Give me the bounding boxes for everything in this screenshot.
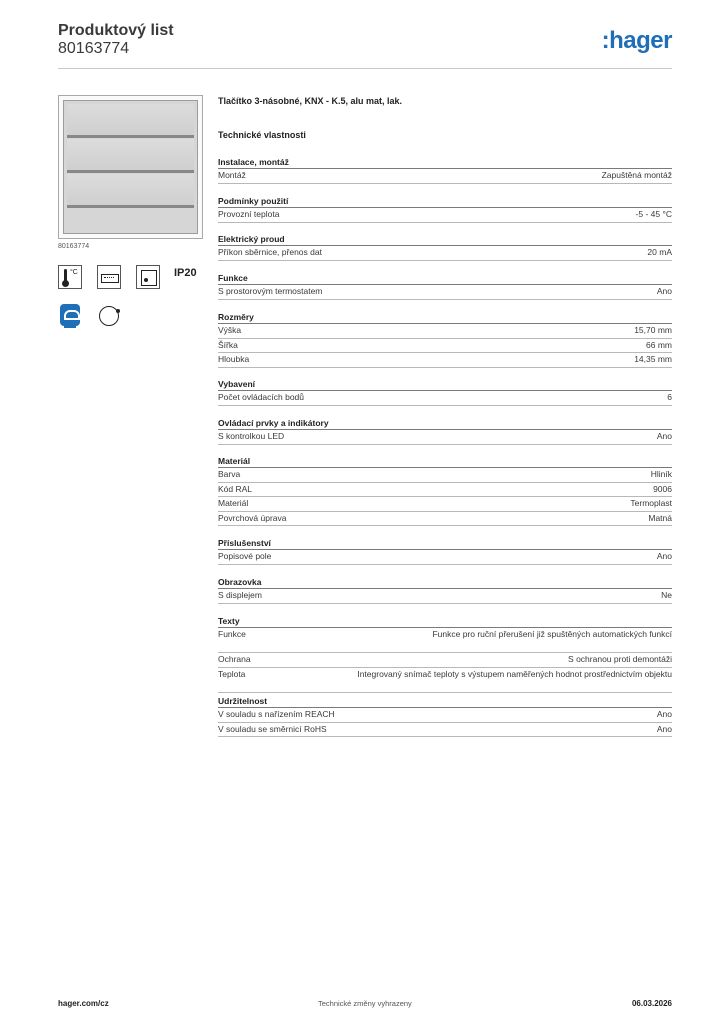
spec-value: 6 <box>667 392 672 402</box>
page-title: Produktový list <box>58 22 174 39</box>
spec-label: Ochrana <box>218 654 251 664</box>
spec-label: Provozní teplota <box>218 209 280 219</box>
ip20-badge: IP20 <box>174 267 197 279</box>
thermometer-icon: °C <box>58 265 82 289</box>
spec-label: Montáž <box>218 170 246 180</box>
spec-value: -5 - 45 °C <box>635 209 672 219</box>
led-icon <box>136 265 160 289</box>
spec-value: 15,70 mm <box>634 325 672 335</box>
spec-label: S displejem <box>218 590 262 600</box>
header-divider <box>58 68 672 69</box>
spec-label: Teplota <box>218 668 246 679</box>
spec-value: 14,35 mm <box>634 354 672 364</box>
spec-value: Zapuštěná montáž <box>601 170 672 180</box>
row-divider <box>218 603 672 604</box>
section-title: Vybavení <box>218 379 256 389</box>
row-divider <box>218 496 672 497</box>
row-divider <box>218 722 672 723</box>
section-divider <box>218 549 672 550</box>
section-title: Instalace, montáž <box>218 157 289 167</box>
section-title: Obrazovka <box>218 577 262 587</box>
brand-logo: :hager <box>601 27 672 54</box>
section-divider <box>218 284 672 285</box>
spec-value: S ochranou proti demontáži <box>568 654 672 664</box>
article-number: 80163774 <box>58 40 130 57</box>
section-divider <box>218 390 672 391</box>
row-divider <box>218 564 672 565</box>
row-divider <box>218 444 672 445</box>
knx-logo-icon <box>58 304 82 328</box>
row-divider <box>218 405 672 406</box>
spec-label: Hloubka <box>218 354 250 364</box>
spec-value: Funkce pro ruční přerušení již spuštěných automatických funkcí <box>432 629 672 639</box>
rocker-top <box>67 104 194 138</box>
spec-value: Ano <box>656 286 672 296</box>
row-divider <box>218 299 672 300</box>
section-divider <box>218 168 672 169</box>
tech-properties-heading: Technické vlastnosti <box>218 130 306 140</box>
row-divider <box>218 338 672 339</box>
spec-value: Ano <box>656 723 672 734</box>
spec-label: Výška <box>218 325 242 335</box>
section-title: Texty <box>218 616 240 626</box>
section-title: Elektrický proud <box>218 234 285 244</box>
section-title: Rozměry <box>218 312 254 322</box>
spec-value: Ne <box>661 590 672 600</box>
row-divider <box>218 183 672 184</box>
spec-value: Integrovaný snímač teploty s výstupem naměřených hodnot prostřednictvím objektu <box>357 668 672 679</box>
section-title: Udržitelnost <box>218 696 268 706</box>
footer-date: 06.03.2026 <box>631 999 672 1008</box>
rocker-bottom <box>67 174 194 208</box>
row-divider <box>218 652 672 653</box>
footer-note: Technické změny vyhrazeny <box>318 999 412 1008</box>
section-divider <box>218 588 672 589</box>
spec-label: Kód RAL <box>218 483 253 494</box>
section-divider <box>218 429 672 430</box>
section-divider <box>218 467 672 468</box>
row-divider <box>218 736 672 737</box>
spec-label: Funkce <box>218 629 246 639</box>
spec-label: Počet ovládacích bodů <box>218 392 305 402</box>
row-divider <box>218 352 672 353</box>
spec-value: 20 mA <box>647 247 672 257</box>
spec-value: Termoplast <box>630 498 672 508</box>
product-image <box>58 95 203 239</box>
spec-label: V souladu se směrnicí RoHS <box>218 723 327 734</box>
switch-frame <box>63 100 198 234</box>
row-divider <box>218 667 672 668</box>
spec-value: Ano <box>656 431 672 441</box>
spec-value: Ano <box>656 709 672 719</box>
section-title: Materiál <box>218 456 251 466</box>
row-divider <box>218 260 672 261</box>
spec-value: Matná <box>648 512 672 523</box>
spec-label: Šířka <box>218 339 238 350</box>
section-divider <box>218 627 672 628</box>
spec-value: 66 mm <box>646 339 672 350</box>
row-divider <box>218 482 672 483</box>
row-divider <box>218 525 672 526</box>
row-divider <box>218 511 672 512</box>
spec-label: Povrchová úprava <box>218 512 287 523</box>
footer-website[interactable]: hager.com/cz <box>58 999 109 1008</box>
product-name: Tlačítko 3-násobné, KNX - K.5, alu mat, lak. <box>218 96 403 106</box>
display-icon <box>97 265 121 289</box>
spec-label: Barva <box>218 469 241 479</box>
spec-value: 9006 <box>653 483 672 494</box>
image-caption: 80163774 <box>58 243 90 250</box>
section-title: Funkce <box>218 273 248 283</box>
section-divider <box>218 207 672 208</box>
section-divider <box>218 323 672 324</box>
spec-label: V souladu s nařízením REACH <box>218 709 335 719</box>
section-divider <box>218 707 672 708</box>
section-divider <box>218 245 672 246</box>
spec-label: Popisové pole <box>218 551 272 561</box>
spec-label: Příkon sběrnice, přenos dat <box>218 247 322 257</box>
row-divider <box>218 222 672 223</box>
spec-label: S prostorovým termostatem <box>218 286 323 296</box>
rotation-icon <box>97 304 121 328</box>
section-title: Podmínky použití <box>218 196 289 206</box>
row-divider <box>218 692 672 693</box>
section-title: Příslušenství <box>218 538 271 548</box>
spec-value: Ano <box>656 551 672 561</box>
spec-value: Hliník <box>650 469 672 479</box>
row-divider <box>218 367 672 368</box>
section-title: Ovládací prvky a indikátory <box>218 418 329 428</box>
rocker-middle <box>67 139 194 173</box>
spec-label: S kontrolkou LED <box>218 431 285 441</box>
spec-label: Materiál <box>218 498 249 508</box>
